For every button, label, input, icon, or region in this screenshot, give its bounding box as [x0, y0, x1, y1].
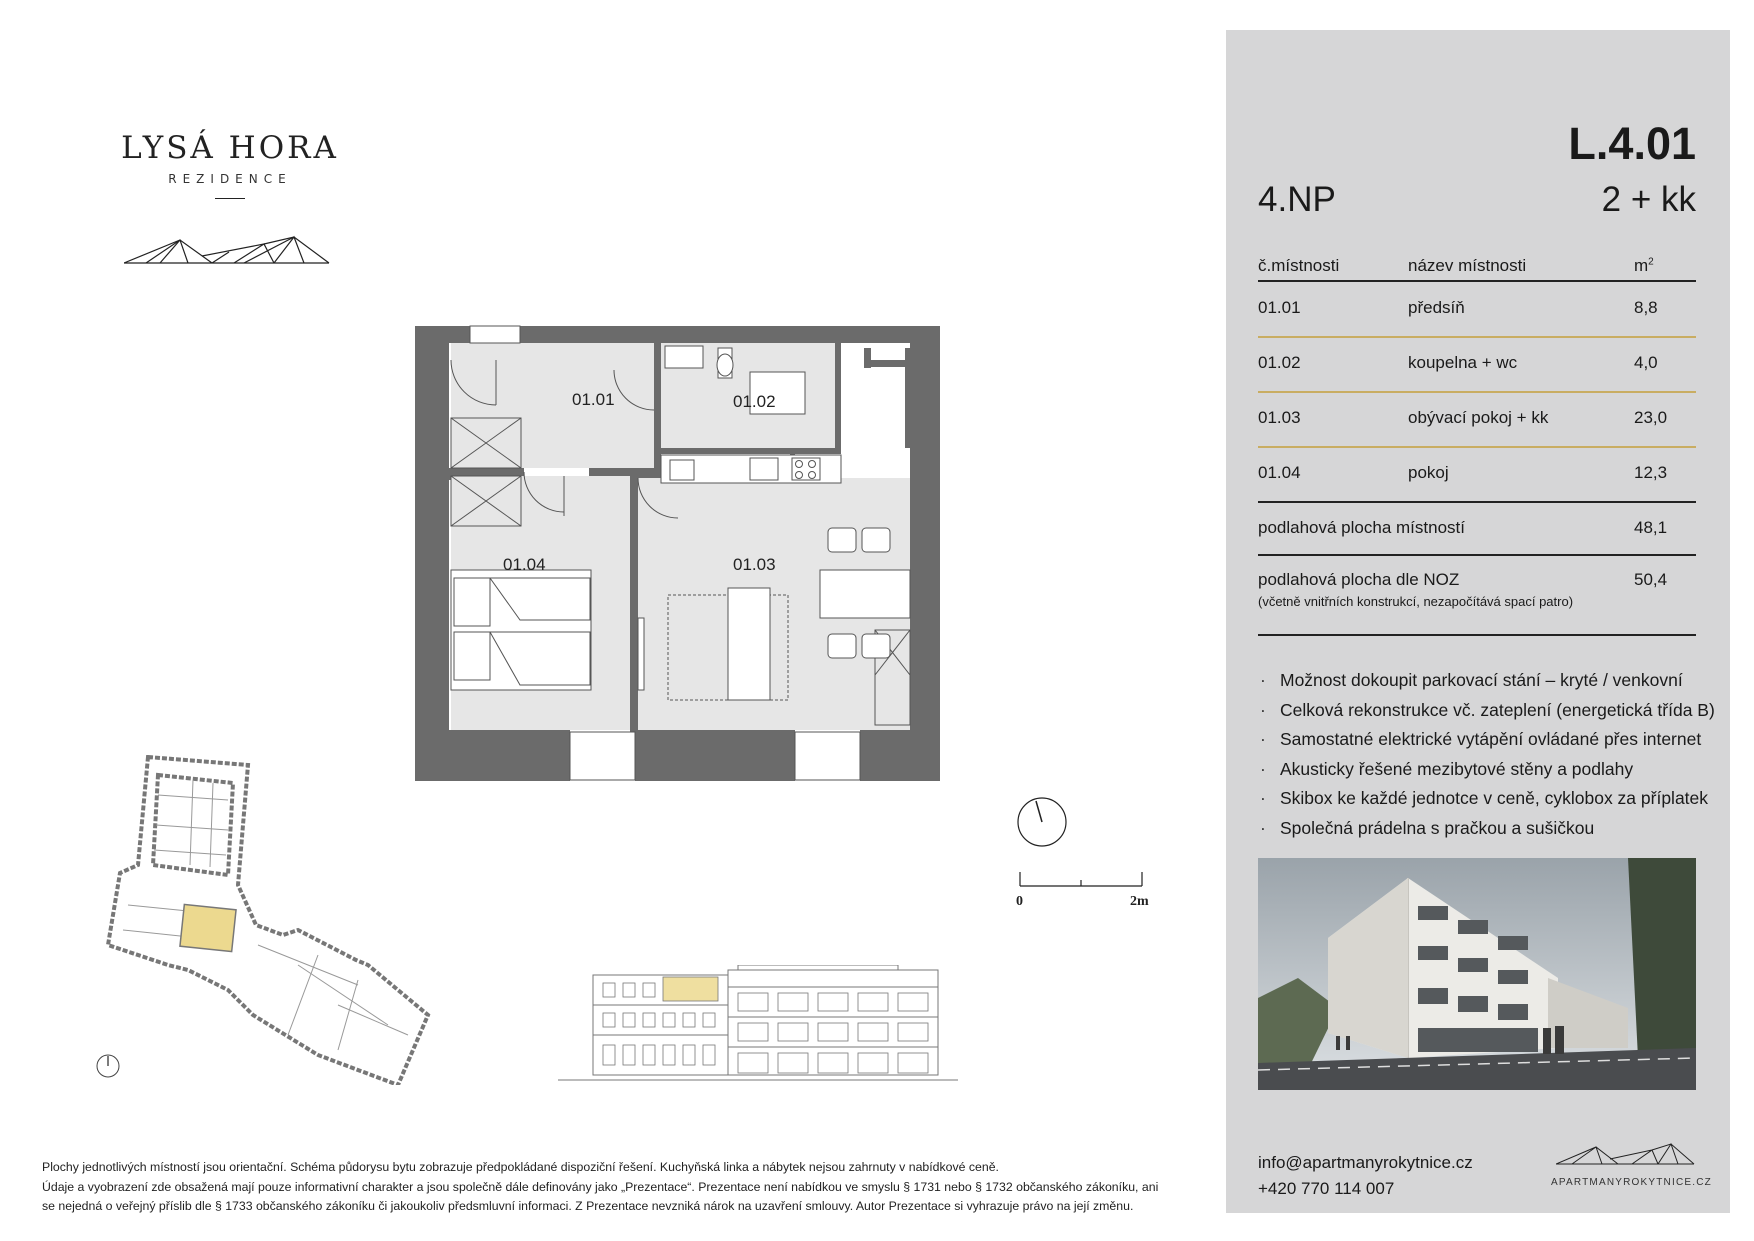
floor-area-row	[1258, 504, 1696, 556]
logo-subtitle: REZIDENCE	[168, 172, 292, 186]
feature-list	[1258, 666, 1718, 844]
row-name: koupelna + wc	[1408, 353, 1518, 372]
contact-email[interactable]: info@apartmanyrokytnice.cz	[1258, 1153, 1473, 1172]
unit-layout: 2 + kk	[1601, 180, 1696, 219]
row-area: 23,0	[1634, 408, 1668, 427]
room-label-0104: 01.04	[503, 555, 546, 574]
wall-left	[415, 326, 449, 781]
noz-area-note: (včetně vnitřních konstrukcí, nezapočítává spací patro)	[1258, 594, 1574, 609]
building-render-image	[1258, 858, 1696, 1090]
row-name: předsíň	[1408, 298, 1465, 317]
noz-area-value: 50,4	[1634, 570, 1668, 589]
mountain-outline-icon	[124, 234, 334, 266]
wall-right	[910, 326, 940, 781]
row-number: 01.01	[1258, 298, 1301, 317]
scale-bar	[1018, 872, 1148, 912]
sofa	[728, 588, 770, 700]
feature-item: · Společná prádelna s pračkou a sušičkou	[1258, 814, 1718, 844]
row-name: obývací pokoj + kk	[1408, 408, 1549, 427]
site-plan	[98, 755, 478, 1085]
row-number: 01.02	[1258, 353, 1301, 372]
logo-divider	[215, 198, 245, 199]
brand-logo	[1551, 1142, 1712, 1188]
contact	[1258, 1150, 1473, 1202]
scale-start: 0	[1016, 894, 1023, 909]
unit-floor: 4.NP	[1258, 180, 1336, 219]
brand-text: APARTMANYROKYTNICE.CZ	[1551, 1177, 1712, 1188]
unit-code: L.4.01	[1568, 118, 1696, 169]
scale-end: 2m	[1130, 894, 1149, 909]
contact-phone[interactable]: +420 770 114 007	[1258, 1179, 1395, 1198]
floor-plan	[410, 320, 940, 785]
dining-table	[820, 570, 910, 618]
disclaimer-line: Údaje a vyobrazení zde obsažená mají pouze informativní charakter a jsou společně dále definovány jako „Prezentace“. Prezentace není nabídkou ve smyslu § 1731 nebo § 1732 občanského zákoníku, ani	[42, 1179, 1159, 1194]
row-area: 4,0	[1634, 353, 1658, 372]
feature-item: · Samostatné elektrické vytápění ovládané přes internet	[1258, 725, 1718, 755]
wall-top	[520, 326, 940, 343]
feature-item: · Celková rekonstrukce vč. zateplení (energetická třída B)	[1258, 696, 1718, 726]
floor-area-value: 48,1	[1634, 518, 1668, 537]
north-arrow-icon	[1015, 795, 1069, 849]
noz-area-block	[1258, 570, 1573, 609]
feature-item: · Skibox ke každé jednotce v ceně, cyklobox za příplatek	[1258, 784, 1718, 814]
feature-item: · Možnost dokoupit parkovací stání – kryté / venkovní	[1258, 666, 1718, 696]
header-area: $m^2$	[1634, 256, 1654, 275]
row-area: 8,8	[1634, 298, 1658, 317]
header-name: název místnosti	[1408, 256, 1527, 275]
north-arrow-small-icon	[95, 1053, 121, 1079]
noz-area-row	[1258, 556, 1696, 636]
logo-title: LYSÁ HORA	[121, 130, 339, 166]
logo	[120, 130, 340, 199]
row-number: 01.03	[1258, 408, 1301, 427]
table-row	[1258, 449, 1696, 503]
table-header	[1258, 246, 1696, 282]
room-label-0103: 01.03	[733, 555, 776, 574]
info-panel	[1226, 30, 1730, 1213]
building-elevation	[558, 965, 958, 1085]
floor-area-label: podlahová plocha místností	[1258, 518, 1465, 537]
table-row	[1258, 284, 1696, 338]
tv-unit	[638, 618, 644, 690]
row-number: 01.04	[1258, 463, 1301, 482]
disclaimer-line: se nejedná o veřejný příslib dle § 1733 občanského zákoníku či jakoukoliv předsmluvní informaci. Z Prezentace nevzniká nárok na uzavření smlouvy. Autor Prezentace si vyhrazuje právo na její změnu.	[42, 1199, 1134, 1213]
disclaimer	[42, 1158, 1192, 1217]
feature-item: · Akusticky řešené mezibytové stěny a podlahy	[1258, 755, 1718, 785]
header-number: č.místnosti	[1258, 256, 1340, 275]
table-row	[1258, 339, 1696, 393]
room-0101-floor	[451, 343, 654, 468]
table-row	[1258, 394, 1696, 448]
noz-area-label: podlahová plocha dle NOZ	[1258, 570, 1460, 589]
room-label-0101: 01.01	[572, 390, 615, 409]
unit-highlight	[180, 904, 236, 951]
disclaimer-line: Plochy jednotlivých místností jsou orientační. Schéma půdorysu bytu zobrazuje předpokládané dispoziční řešení. Kuchyňská linka a nábytek nejsou zahrnuty v nabídkové ceně.	[42, 1160, 999, 1174]
unit-highlight-elevation	[663, 977, 718, 1001]
row-area: 12,3	[1634, 463, 1668, 482]
row-name: pokoj	[1408, 463, 1449, 482]
room-label-0102: 01.02	[733, 392, 776, 411]
mountain-outline-small-icon	[1556, 1142, 1696, 1168]
bed	[451, 570, 591, 690]
